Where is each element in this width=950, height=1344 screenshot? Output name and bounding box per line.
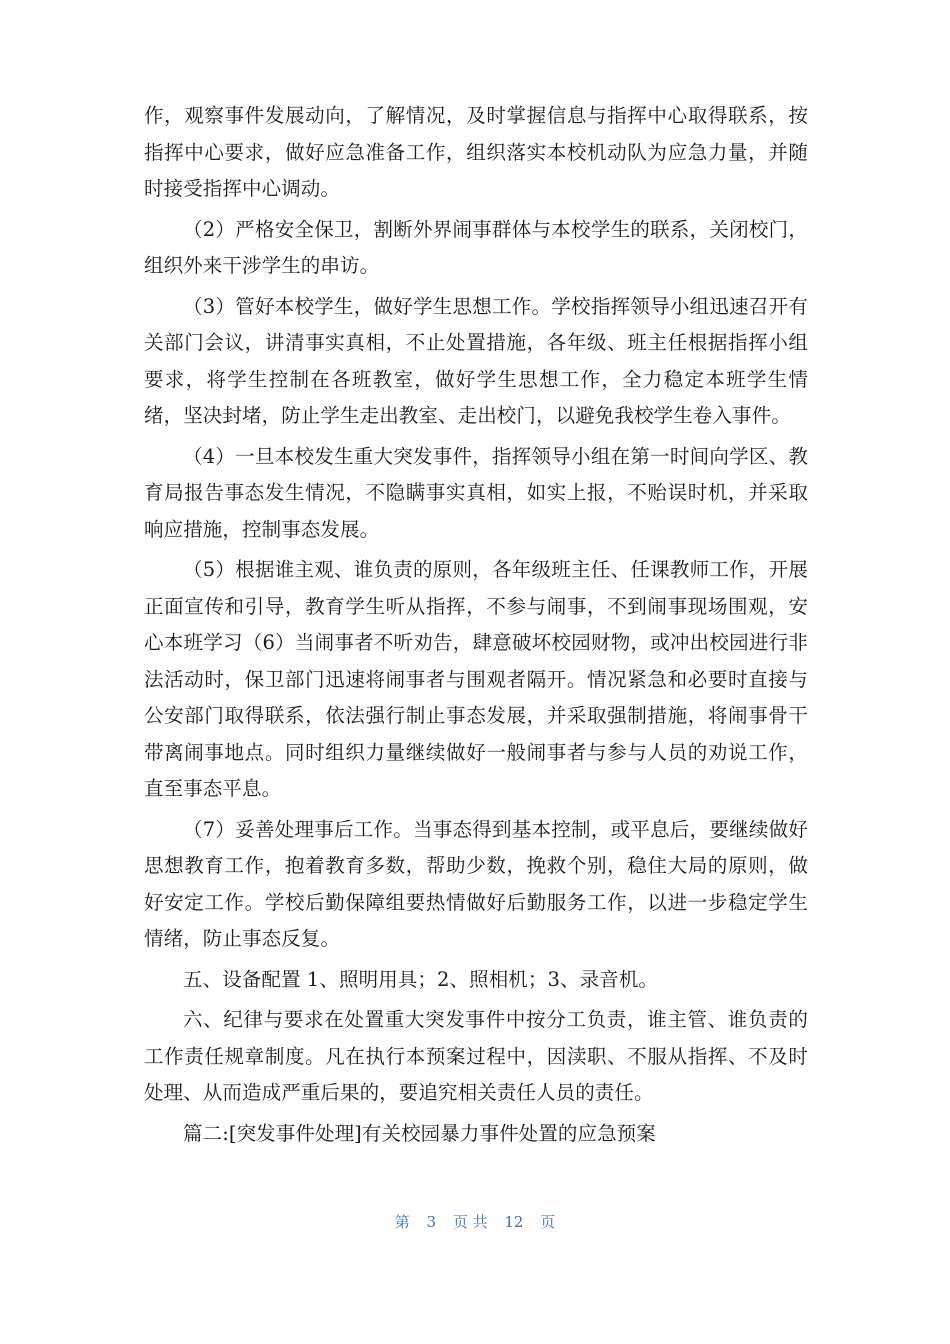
paragraph-6: （7）妥善处理事后工作。当事态得到基本控制，或平息后，要继续做好思想教育工作，抱着教育多数，帮助少数，挽救个别，稳住大局的原则，做好安定工作。学校后勤保障组要热情做好后勤服务工作，以进一步稳定学生情绪，防止事态反复。: [144, 817, 808, 950]
paragraph-2: （2）严格安全保卫，割断外界闹事群体与本校学生的联系，关闭校门，组织外来干涉学生的串访。: [144, 217, 808, 277]
paragraph-9: 篇二:[突发事件处理]有关校园暴力事件处置的应急预案: [183, 1121, 656, 1145]
footer-label-of: 页 共: [452, 1213, 488, 1231]
paragraph-1: 作，观察事件发展动向，了解情况，及时掌握信息与指挥中心取得联系，按指挥中心要求，做好应急准备工作，组织落实本校机动队为应急力量，并随时接受指挥中心调动。: [144, 104, 808, 200]
paragraph-5: （5）根据谁主观、谁负责的原则，各年级班主任、任课教师工作，开展正面宣传和引导，教育学生听从指挥，不参与闹事，不到闹事现场围观，安心本班学习（6）当闹事者不听劝告，肆意破坏校园财物，或冲出校园进行非法活动时，保卫部门迅速将闹事者与围观者隔开。情况紧急和必要时直接与公安部门取得联系，依法强行制止事态发展，并采取强制措施，将闹事骨干带离闹事地点。同时组织力量继续做好一般闹事者与参与人员的劝说工作，直至事态平息。: [144, 558, 808, 800]
footer-label-page: 第: [394, 1213, 410, 1231]
footer-total-pages: 12: [504, 1213, 524, 1231]
page-footer: [0, 1211, 950, 1232]
document-body: [144, 98, 808, 1156]
paragraph-8: 六、纪律与要求在处置重大突发事件中按分工负责，谁主管、谁负责的工作责任规章制度。凡在执行本预案过程中，因渎职、不服从指挥、不及时处理、从而造成严重后果的，要追究相关责任人员的责任。: [144, 1008, 808, 1104]
paragraph-3: （3）管好本校学生，做好学生思想工作。学校指挥领导小组迅速召开有关部门会议，讲清事实真相，不止处置措施，各年级、班主任根据指挥小组要求，将学生控制在各班教室，做好学生思想工作，全力稳定本班学生情绪，坚决封堵，防止学生走出教室、走出校门，以避免我校学生卷入事件。: [144, 294, 808, 427]
paragraph-7: 五、设备配置 1、照明用具；2、照相机；3、录音机。: [183, 967, 659, 991]
paragraph-4: （4）一旦本校发生重大突发事件，指挥领导小组在第一时间向学区、教育局报告事态发生情况，不隐瞒事实真相，如实上报，不贻误时机，并采取响应措施，控制事态发展。: [144, 444, 808, 541]
footer-label-pages: 页: [540, 1213, 556, 1231]
footer-current-page: 3: [426, 1213, 437, 1231]
